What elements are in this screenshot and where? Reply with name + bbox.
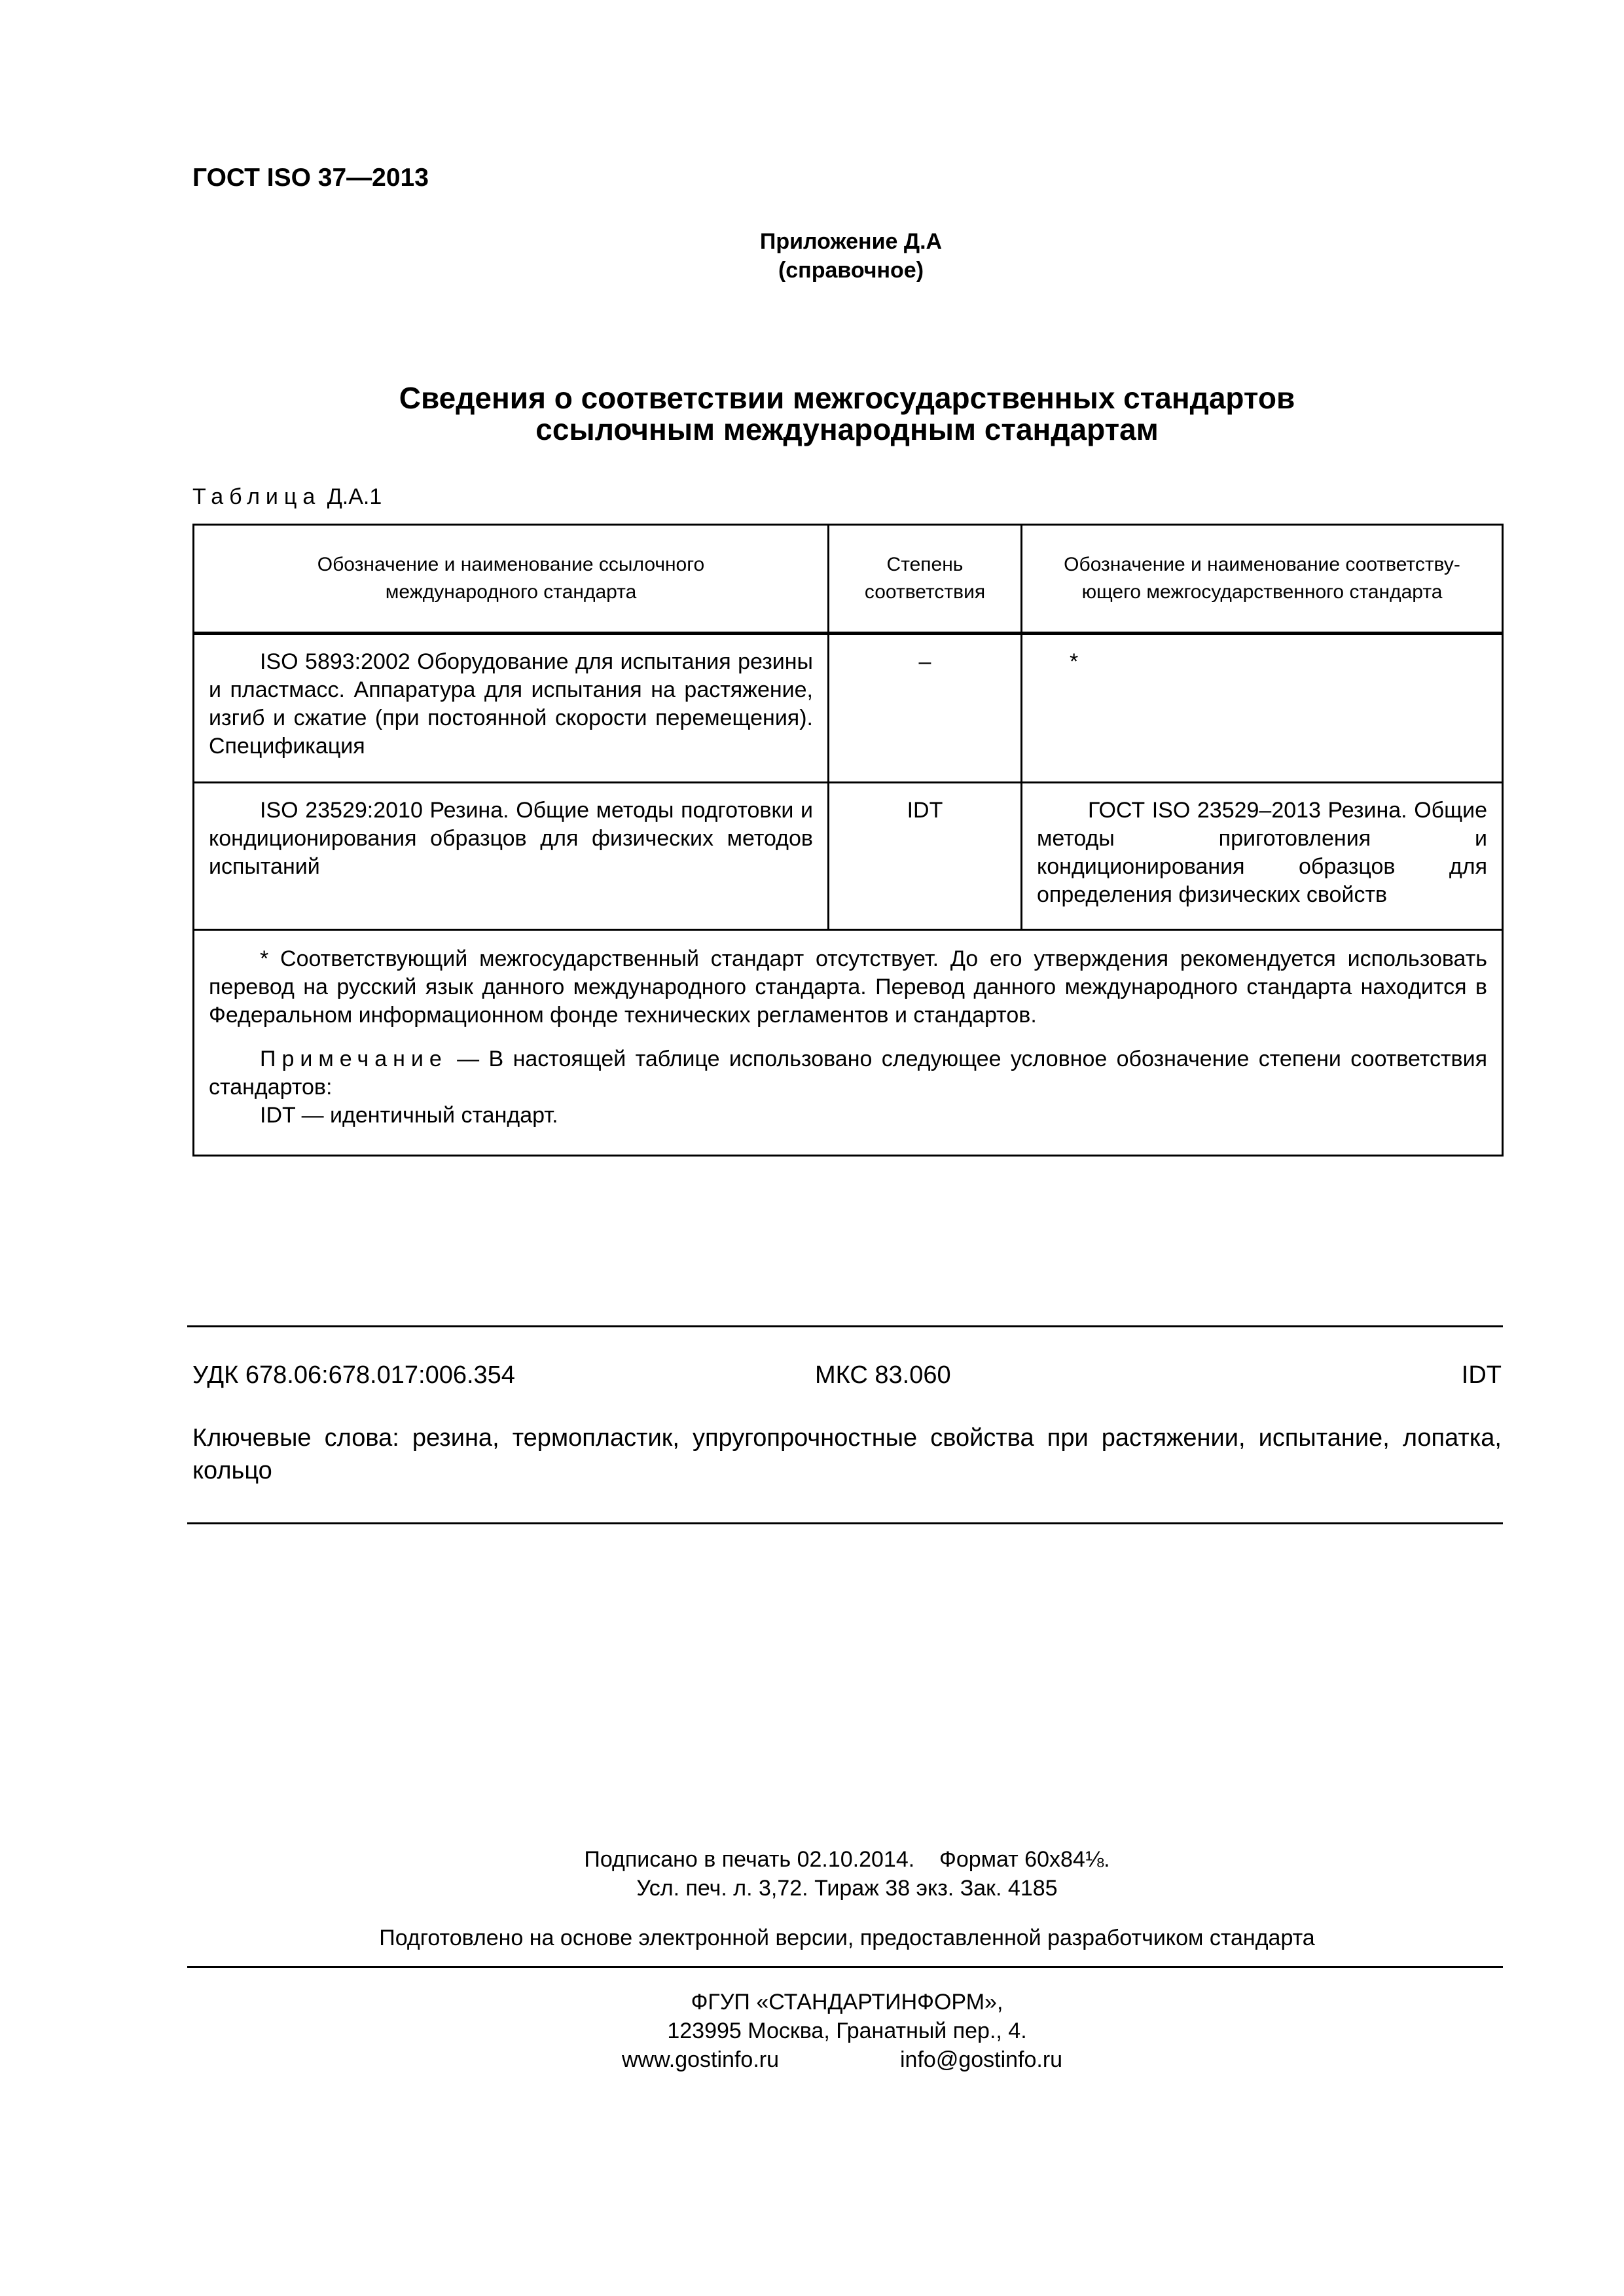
note-label: Примечание — [260, 1047, 448, 1071]
page-title-line-1: Сведения о соответствии межгосударственных стандартов — [399, 381, 1295, 415]
table-row — [194, 783, 1503, 930]
divider-top — [187, 1325, 1503, 1327]
table-label — [192, 484, 382, 510]
keywords: Ключевые слова: резина, термопластик, упругопрочностные свойства при растяжении, испытание, лопатка, кольцо — [192, 1424, 1502, 1484]
document-code: ГОСТ ISO 37—2013 — [192, 164, 429, 192]
page-title-line-2: ссылочным международным стандартам — [535, 412, 1159, 446]
header-intl-standard: Обозначение и наименование ссылочного международного стандарта — [194, 525, 829, 634]
note-paragraph — [209, 1045, 1487, 1102]
header-degree: Степень соответствия — [829, 525, 1022, 634]
cell-intl-standard: ISO 5893:2002 Оборудование для испытания резины и пластмасс. Аппаратура для испытания на растяжение, изгиб и сжатие (при постоянной скорости перемещения). Спецификация — [194, 634, 829, 783]
appendix-title: Приложение Д.А — [759, 229, 943, 254]
cell-intl-standard: ISO 23529:2010 Резина. Общие методы подготовки и кондиционирования образцов для физических методов испытаний — [194, 783, 829, 930]
table-label-word: Таблица — [192, 484, 321, 509]
cell-degree: – — [829, 634, 1022, 783]
publisher-email-link[interactable]: info@gostinfo.ru — [900, 2047, 1063, 2072]
publisher-website-link[interactable]: www.gostinfo.ru — [622, 2047, 779, 2072]
imprint-line-1: Подписано в печать 02.10.2014. Формат 60x84⅛. — [584, 1847, 1110, 1872]
table-footnote-row — [194, 930, 1503, 1156]
note-text: — В настоящей таблице использовано следующее условное обозначение степени соответствия стандартов: — [209, 1047, 1487, 1100]
cell-national-standard: ГОСТ ISO 23529–2013 Резина. Общие методы приготовления и кондиционирования образцов для определения физических свойств — [1022, 783, 1503, 930]
imprint-line-2: Усл. печ. л. 3,72. Тираж 38 экз. Зак. 4185 — [636, 1876, 1058, 1901]
correspondence-table — [192, 524, 1504, 1157]
table-row — [194, 634, 1503, 783]
header-national-standard: Обозначение и наименование соответству-ющего межгосударственного стандарта — [1022, 525, 1503, 634]
udk-code: УДК 678.06:678.017:006.354 — [192, 1361, 515, 1389]
table-label-number: Д.А.1 — [327, 484, 382, 509]
footnote-text: * Соответствующий межгосударственный стандарт отсутствует. До его утверждения рекомендуется использовать перевод на русский язык данного международного стандарта. Перевод данного международного стандарта находится в Федеральном информационном фонде технических регламентов и стандартов. — [209, 946, 1487, 1028]
divider-bottom — [187, 1966, 1503, 1968]
imprint-line-3: Подготовлено на основе электронной версии, предоставленной разработчиком стандарта — [379, 1926, 1315, 1950]
publisher-name: ФГУП «СТАНДАРТИНФОРМ», — [691, 1990, 1003, 2015]
mks-code: МКС 83.060 — [815, 1361, 951, 1389]
cell-national-standard: * — [1022, 634, 1503, 783]
divider-middle — [187, 1522, 1503, 1524]
appendix-type: (справочное) — [778, 258, 924, 283]
note-item: IDT — идентичный стандарт. — [260, 1103, 558, 1128]
cell-degree: IDT — [829, 783, 1022, 930]
table-header-row — [194, 525, 1503, 634]
publisher-address: 123995 Москва, Гранатный пер., 4. — [667, 2018, 1027, 2043]
footnote-cell — [194, 930, 1503, 1156]
degree-code: IDT — [1461, 1361, 1502, 1389]
